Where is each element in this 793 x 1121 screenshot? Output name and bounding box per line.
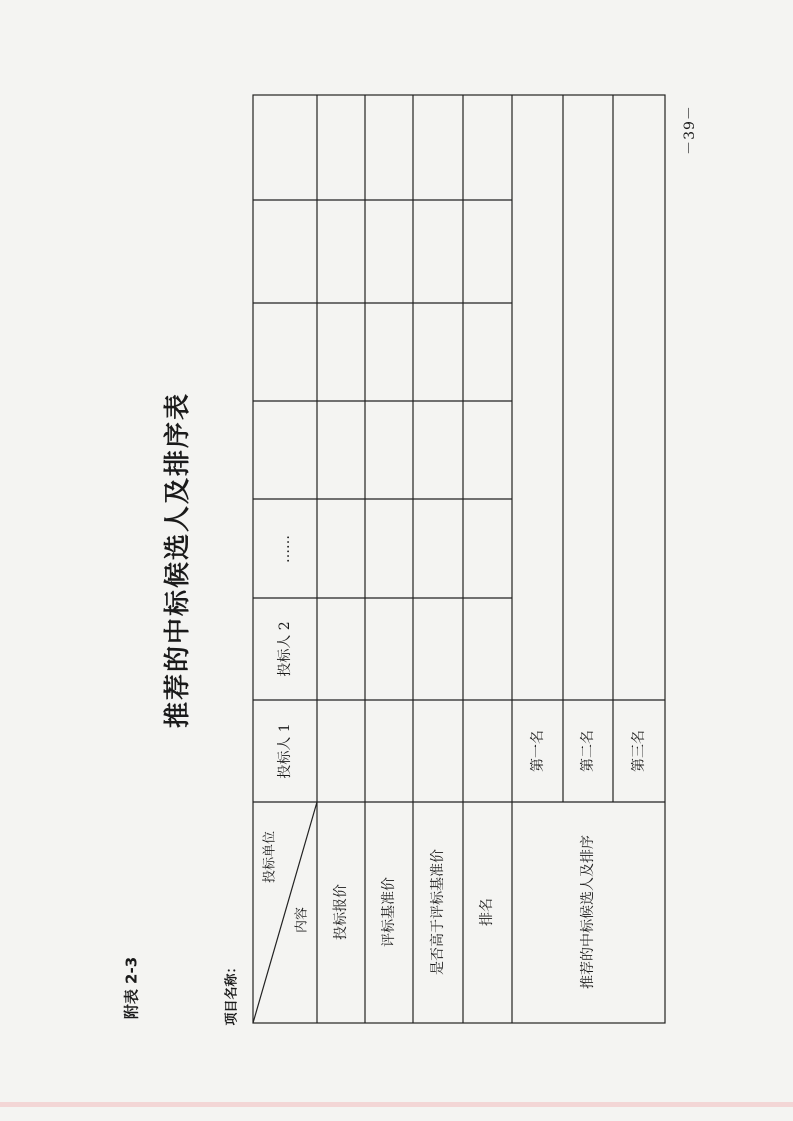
recommend-third: 第三名 (631, 730, 647, 772)
recommend-second: 第二名 (580, 730, 596, 772)
row-label-recommended-candidates: 推荐的中标候选人及排序 (580, 835, 596, 989)
row-label-benchmark-price: 评标基准价 (381, 877, 397, 947)
row-label-bid-price: 投标报价 (333, 884, 349, 940)
page-edge-stripe (0, 1102, 793, 1107)
page-number: －39－ (682, 105, 698, 155)
project-name-label: 项目名称： (224, 960, 240, 1026)
corner-header-content: 内容 (294, 906, 310, 934)
appendix-label: 附表 2-3 (122, 956, 141, 1020)
bidder-header-1: 投标人 1 (277, 723, 293, 779)
corner-header-bidder: 投标单位 (262, 830, 278, 884)
recommend-first: 第一名 (530, 730, 546, 772)
row-label-above-benchmark: 是否高于评标基准价 (430, 849, 446, 975)
row-label-rank: 排名 (479, 898, 495, 926)
bidder-header-more: …… (277, 535, 293, 563)
bidder-header-2: 投标人 2 (277, 621, 293, 677)
page-title: 推荐的中标候选人及排序表 (163, 391, 193, 729)
